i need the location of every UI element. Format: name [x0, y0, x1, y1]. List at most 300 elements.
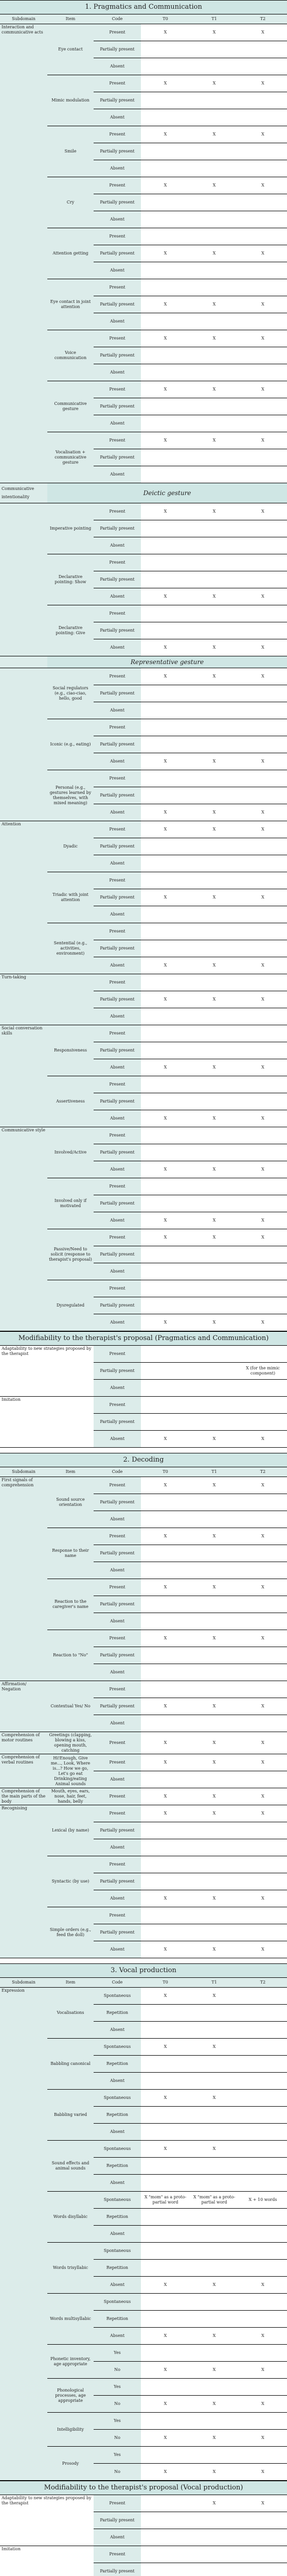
code-cell: Present [94, 1229, 141, 1246]
code-cell: Present [94, 770, 141, 787]
t1-cell [190, 1511, 239, 1528]
t1-cell [190, 571, 239, 588]
t0-cell [141, 2563, 190, 2576]
t0-cell [141, 1613, 190, 1630]
item-cell: Imperative pointing [47, 503, 94, 554]
t2-cell [239, 92, 287, 109]
t0-cell: X [141, 75, 190, 92]
t0-cell: X [141, 2396, 190, 2413]
code-cell: Present [94, 1178, 141, 1195]
t2-cell: X [239, 1314, 287, 1331]
t1-cell [190, 415, 239, 432]
t0-cell [141, 1839, 190, 1856]
code-cell: Yes [94, 2345, 141, 2362]
t1-cell: X [190, 2328, 239, 2345]
t1-cell [190, 554, 239, 571]
item-cell: Phonological processes, age appropriate [47, 2379, 94, 2413]
t1-cell: X [190, 2141, 239, 2158]
t0-cell: X [141, 1314, 190, 1331]
table-row [0, 24, 287, 41]
t1-cell [190, 2546, 239, 2563]
code-cell: Present [94, 1346, 141, 1363]
t2-cell [239, 1397, 287, 1414]
code-cell: Partially present [94, 991, 141, 1008]
t2-cell [239, 2226, 287, 2243]
t2-cell [239, 571, 287, 588]
t1-cell [190, 1856, 239, 1873]
code-cell: Absent [94, 1110, 141, 1127]
column-header: Code [94, 1467, 141, 1477]
t0-cell [141, 702, 190, 719]
code-cell: Partially present [94, 1363, 141, 1380]
code-cell: Partially present [94, 1246, 141, 1263]
t0-cell [141, 262, 190, 279]
t0-cell: X [141, 1732, 190, 1754]
t0-cell: X [141, 991, 190, 1008]
item-cell: Triadic with joint attention [47, 872, 94, 923]
code-cell: Partially present [94, 889, 141, 906]
t0-cell: X [141, 1630, 190, 1647]
table-row [0, 503, 287, 520]
t2-cell [239, 1195, 287, 1212]
t0-cell [141, 838, 190, 855]
t0-cell: X [141, 753, 190, 770]
t2-cell [239, 347, 287, 364]
t0-cell: X [141, 1161, 190, 1178]
t0-cell [141, 872, 190, 889]
t1-cell [190, 1042, 239, 1059]
t2-cell [239, 1093, 287, 1110]
code-cell: Absent [94, 2124, 141, 2141]
t0-cell [141, 1414, 190, 1431]
t2-cell [239, 2260, 287, 2277]
code-cell: Present [94, 1754, 141, 1771]
t2-cell: X [239, 381, 287, 398]
code-cell: Partially present [94, 1822, 141, 1839]
column-header: Subdomain [0, 1467, 47, 1477]
t1-cell [190, 1647, 239, 1664]
t0-cell: X [141, 1988, 190, 2005]
code-cell: Present [94, 1732, 141, 1754]
t1-cell: X [190, 2362, 239, 2379]
t2-cell [239, 2039, 287, 2056]
t1-cell [190, 228, 239, 245]
t0-cell [141, 923, 190, 940]
t0-cell [141, 449, 190, 466]
t2-cell [239, 2090, 287, 2107]
t2-cell: X [239, 889, 287, 906]
t2-cell [239, 1297, 287, 1314]
t2-cell: X [239, 1229, 287, 1246]
t0-cell: X [141, 1890, 190, 1907]
code-cell: Present [94, 923, 141, 940]
t0-cell [141, 415, 190, 432]
t1-cell [190, 685, 239, 702]
column-header: Code [94, 1978, 141, 1988]
t0-cell [141, 736, 190, 753]
t0-cell [141, 2294, 190, 2311]
code-cell: Spontaneous [94, 2243, 141, 2260]
subdomain-cell: Comprehension of verbal routines [0, 1754, 47, 1788]
t1-cell: X [190, 1059, 239, 1076]
code-cell: Present [94, 279, 141, 296]
item-cell: Vocalisation + communicative gesture [47, 432, 94, 483]
code-cell: Present [94, 974, 141, 991]
t0-cell [141, 1907, 190, 1924]
t0-cell [141, 58, 190, 75]
t2-cell [239, 1873, 287, 1890]
t1-cell [190, 2243, 239, 2260]
t2-cell [239, 41, 287, 58]
t0-cell [141, 2124, 190, 2141]
t2-cell [239, 449, 287, 466]
subdomain-cell: First signals of comprehension [0, 1477, 47, 1681]
item-cell: Sentential (e.g., activities, environment) [47, 923, 94, 974]
t0-cell [141, 855, 190, 872]
code-cell: Partially present [94, 1647, 141, 1664]
t0-cell [141, 1178, 190, 1195]
t1-cell: X [190, 245, 239, 262]
t1-cell [190, 1545, 239, 1562]
subdomain-cell: Affirmation/ Negation [0, 1681, 47, 1732]
code-cell: Present [94, 1076, 141, 1093]
table-row [0, 2495, 287, 2512]
t0-cell [141, 2226, 190, 2243]
code-cell: Partially present [94, 1873, 141, 1890]
code-cell: Present [94, 381, 141, 398]
t2-cell [239, 2345, 287, 2362]
t1-cell [190, 1907, 239, 1924]
t2-cell: X [239, 1579, 287, 1596]
t2-cell [239, 787, 287, 804]
item-cell: Contextual Yes/ No [47, 1681, 94, 1732]
t1-cell: X [190, 1161, 239, 1178]
t2-cell [239, 109, 287, 126]
item-cell: Responsiveness [47, 1025, 94, 1076]
code-cell: Absent [94, 1771, 141, 1788]
code-cell: Partially present [94, 1596, 141, 1613]
t1-cell [190, 194, 239, 211]
t0-cell [141, 347, 190, 364]
t2-cell [239, 1822, 287, 1839]
t0-cell [141, 2243, 190, 2260]
code-cell: Present [94, 1397, 141, 1414]
item-cell: Dysregulated [47, 1280, 94, 1331]
t2-cell [239, 1178, 287, 1195]
code-cell: Partially present [94, 685, 141, 702]
t1-cell [190, 2022, 239, 2039]
modifiability-table [0, 2481, 287, 2576]
code-cell: Absent [94, 1890, 141, 1907]
subdomain-cell: Social conversation skills [0, 1025, 47, 1127]
table-row [0, 1025, 287, 1042]
t1-cell [190, 364, 239, 381]
item-cell: Declarative pointing: Show [47, 554, 94, 605]
section-table [0, 1963, 287, 2481]
code-cell: Spontaneous [94, 2039, 141, 2056]
modifiability-title: Modifiability to the therapist's proposal (Vocal production) [0, 2481, 287, 2495]
code-cell: Partially present [94, 1924, 141, 1941]
code-cell: Absent [94, 2226, 141, 2243]
t2-cell [239, 2512, 287, 2529]
code-cell: Present [94, 1907, 141, 1924]
t0-cell [141, 1076, 190, 1093]
t0-cell [141, 1856, 190, 1873]
t0-cell [141, 1042, 190, 1059]
t1-cell: X [190, 1988, 239, 2005]
t0-cell: X [141, 1477, 190, 1494]
item-cell: Cry [47, 177, 94, 228]
t2-cell [239, 1494, 287, 1511]
t2-cell: X [239, 2430, 287, 2447]
t2-cell [239, 1907, 287, 1924]
subdomain-cell: Comprehension of motor routines [0, 1732, 47, 1754]
t2-cell [239, 1715, 287, 1732]
t0-cell [141, 2260, 190, 2277]
t0-cell: X [141, 1431, 190, 1448]
t1-cell [190, 520, 239, 537]
t2-cell [239, 2209, 287, 2226]
t2-cell [239, 364, 287, 381]
t0-cell: X "mom" as a proto-partial word [141, 2192, 190, 2209]
item-cell: Words disyllabic [47, 2192, 94, 2243]
t2-cell [239, 2546, 287, 2563]
t2-cell [239, 1042, 287, 1059]
t1-cell: X [190, 1698, 239, 1715]
t1-cell [190, 398, 239, 415]
t0-cell [141, 1263, 190, 1280]
column-header: T0 [141, 14, 190, 24]
t2-cell [239, 1545, 287, 1562]
t1-cell [190, 2226, 239, 2243]
t2-cell: X [239, 2495, 287, 2512]
t1-cell: X [190, 804, 239, 821]
code-cell: Partially present [94, 2512, 141, 2529]
item-cell: Adaptability to new strategies proposed by the therapist [0, 1346, 94, 1397]
t0-cell [141, 1494, 190, 1511]
t2-cell [239, 2124, 287, 2141]
t1-cell [190, 1246, 239, 1263]
t0-cell [141, 685, 190, 702]
t0-cell [141, 2209, 190, 2226]
t1-cell: X [190, 1754, 239, 1771]
subheading: Representative gesture [47, 656, 287, 668]
t0-cell [141, 364, 190, 381]
code-cell: Absent [94, 1839, 141, 1856]
item-cell: Words multisyllabic [47, 2294, 94, 2345]
t1-cell [190, 279, 239, 296]
t2-cell [239, 940, 287, 957]
t2-cell [239, 2141, 287, 2158]
t1-cell: X [190, 2430, 239, 2447]
t0-cell: X [141, 1110, 190, 1127]
t1-cell [190, 1363, 239, 1380]
t2-cell [239, 398, 287, 415]
code-cell: Present [94, 719, 141, 736]
t1-cell [190, 1873, 239, 1890]
subdomain-cell: Expression [0, 1988, 47, 2481]
column-header-row [0, 1978, 287, 1988]
t0-cell [141, 1346, 190, 1363]
item-cell: Lexical (by name) [47, 1805, 94, 1856]
t2-cell [239, 605, 287, 622]
item-cell: Smile [47, 126, 94, 177]
column-header: T2 [239, 1978, 287, 1988]
subdomain-cell [0, 503, 47, 656]
t2-cell [239, 2107, 287, 2124]
t0-cell [141, 2175, 190, 2192]
t0-cell [141, 1093, 190, 1110]
table-row [0, 2546, 287, 2563]
t1-cell [190, 58, 239, 75]
code-cell: Present [94, 872, 141, 889]
t2-cell [239, 1664, 287, 1681]
t0-cell: X [141, 1698, 190, 1715]
t2-cell [239, 1771, 287, 1788]
t2-cell [239, 1596, 287, 1613]
t1-cell: X [190, 296, 239, 313]
code-cell: Present [94, 1025, 141, 1042]
t2-cell: X [239, 24, 287, 41]
column-header: T2 [239, 1467, 287, 1477]
t0-cell [141, 1681, 190, 1698]
t0-cell: X [141, 2430, 190, 2447]
code-cell: Present [94, 75, 141, 92]
t2-cell [239, 923, 287, 940]
t0-cell: X [141, 588, 190, 605]
t0-cell [141, 1822, 190, 1839]
code-cell: Absent [94, 313, 141, 330]
t2-cell: X [239, 639, 287, 656]
t1-cell [190, 2056, 239, 2073]
item-cell: Involved/Active [47, 1127, 94, 1178]
item-cell: Hi!Enough, Give me..., Look, Where is...? How we go, Let's go eat Drinking/eating Animal sounds [47, 1754, 94, 1788]
t0-cell: X [141, 668, 190, 685]
t1-cell [190, 2158, 239, 2175]
t1-cell: X [190, 668, 239, 685]
t2-cell [239, 415, 287, 432]
item-cell: Babbling varied [47, 2090, 94, 2141]
t2-cell [239, 702, 287, 719]
t1-cell: X [190, 1431, 239, 1448]
t1-cell [190, 1195, 239, 1212]
t1-cell [190, 2529, 239, 2546]
t2-cell [239, 2056, 287, 2073]
section-title: 3. Vocal production [0, 1964, 287, 1978]
t1-cell [190, 2073, 239, 2090]
t2-cell [239, 1988, 287, 2005]
t0-cell: X [141, 2328, 190, 2345]
code-cell: Absent [94, 537, 141, 554]
code-cell: Partially present [94, 1494, 141, 1511]
t1-cell [190, 2563, 239, 2576]
column-header: T0 [141, 1467, 190, 1477]
code-cell: Partially present [94, 2563, 141, 2576]
t1-cell [190, 2345, 239, 2362]
code-cell: Partially present [94, 92, 141, 109]
code-cell: Absent [94, 1431, 141, 1448]
column-header: Subdomain [0, 1978, 47, 1988]
t0-cell: X [141, 2039, 190, 2056]
code-cell: Absent [94, 957, 141, 974]
t0-cell [141, 1195, 190, 1212]
t1-cell [190, 1822, 239, 1839]
t2-cell: X [239, 1528, 287, 1545]
code-cell: Partially present [94, 838, 141, 855]
code-cell: Repetition [94, 2260, 141, 2277]
item-cell: Voice communication [47, 330, 94, 381]
t1-cell: X [190, 1805, 239, 1822]
code-cell: Absent [94, 1059, 141, 1076]
column-header-row [0, 14, 287, 24]
column-header: T1 [190, 1467, 239, 1477]
item-cell [47, 974, 94, 1025]
code-cell: No [94, 2430, 141, 2447]
t0-cell: X [141, 2362, 190, 2379]
t0-cell [141, 1297, 190, 1314]
code-cell: No [94, 2362, 141, 2379]
code-cell: Partially present [94, 1093, 141, 1110]
t1-cell [190, 1346, 239, 1363]
item-cell: Iconic (e.g., eating) [47, 719, 94, 770]
t2-cell [239, 974, 287, 991]
column-header: Code [94, 14, 141, 24]
t2-cell [239, 855, 287, 872]
t2-cell: X [239, 503, 287, 520]
code-cell: Absent [94, 1664, 141, 1681]
code-cell: Absent [94, 2022, 141, 2039]
t0-cell [141, 940, 190, 957]
code-cell: Partially present [94, 296, 141, 313]
item-cell: Sound effects and animal sounds [47, 2141, 94, 2192]
code-cell: Present [94, 821, 141, 838]
t2-cell [239, 685, 287, 702]
item-cell: Response to their name [47, 1528, 94, 1579]
t0-cell [141, 228, 190, 245]
t1-cell [190, 855, 239, 872]
t0-cell: X [141, 1059, 190, 1076]
t0-cell: X [141, 821, 190, 838]
t2-cell: X [239, 1630, 287, 1647]
code-cell: Absent [94, 702, 141, 719]
subheading: Deictic gesture [47, 483, 287, 503]
t2-cell [239, 906, 287, 923]
code-cell: Absent [94, 58, 141, 75]
t2-cell [239, 872, 287, 889]
code-cell: Spontaneous [94, 2090, 141, 2107]
t1-cell [190, 838, 239, 855]
code-cell: Partially present [94, 1297, 141, 1314]
t2-cell [239, 1839, 287, 1856]
t0-cell [141, 770, 190, 787]
t1-cell [190, 1715, 239, 1732]
t1-cell [190, 2447, 239, 2464]
t2-cell [239, 262, 287, 279]
code-cell: Present [94, 2495, 141, 2512]
t0-cell: X [141, 381, 190, 398]
t0-cell [141, 398, 190, 415]
code-cell: Absent [94, 639, 141, 656]
code-cell: Absent [94, 2073, 141, 2090]
code-cell: Absent [94, 1212, 141, 1229]
t2-cell [239, 537, 287, 554]
t0-cell [141, 1127, 190, 1144]
t2-cell: X [239, 177, 287, 194]
t0-cell [141, 1596, 190, 1613]
t0-cell [141, 2056, 190, 2073]
t2-cell: X [239, 821, 287, 838]
t0-cell: X [141, 2090, 190, 2107]
